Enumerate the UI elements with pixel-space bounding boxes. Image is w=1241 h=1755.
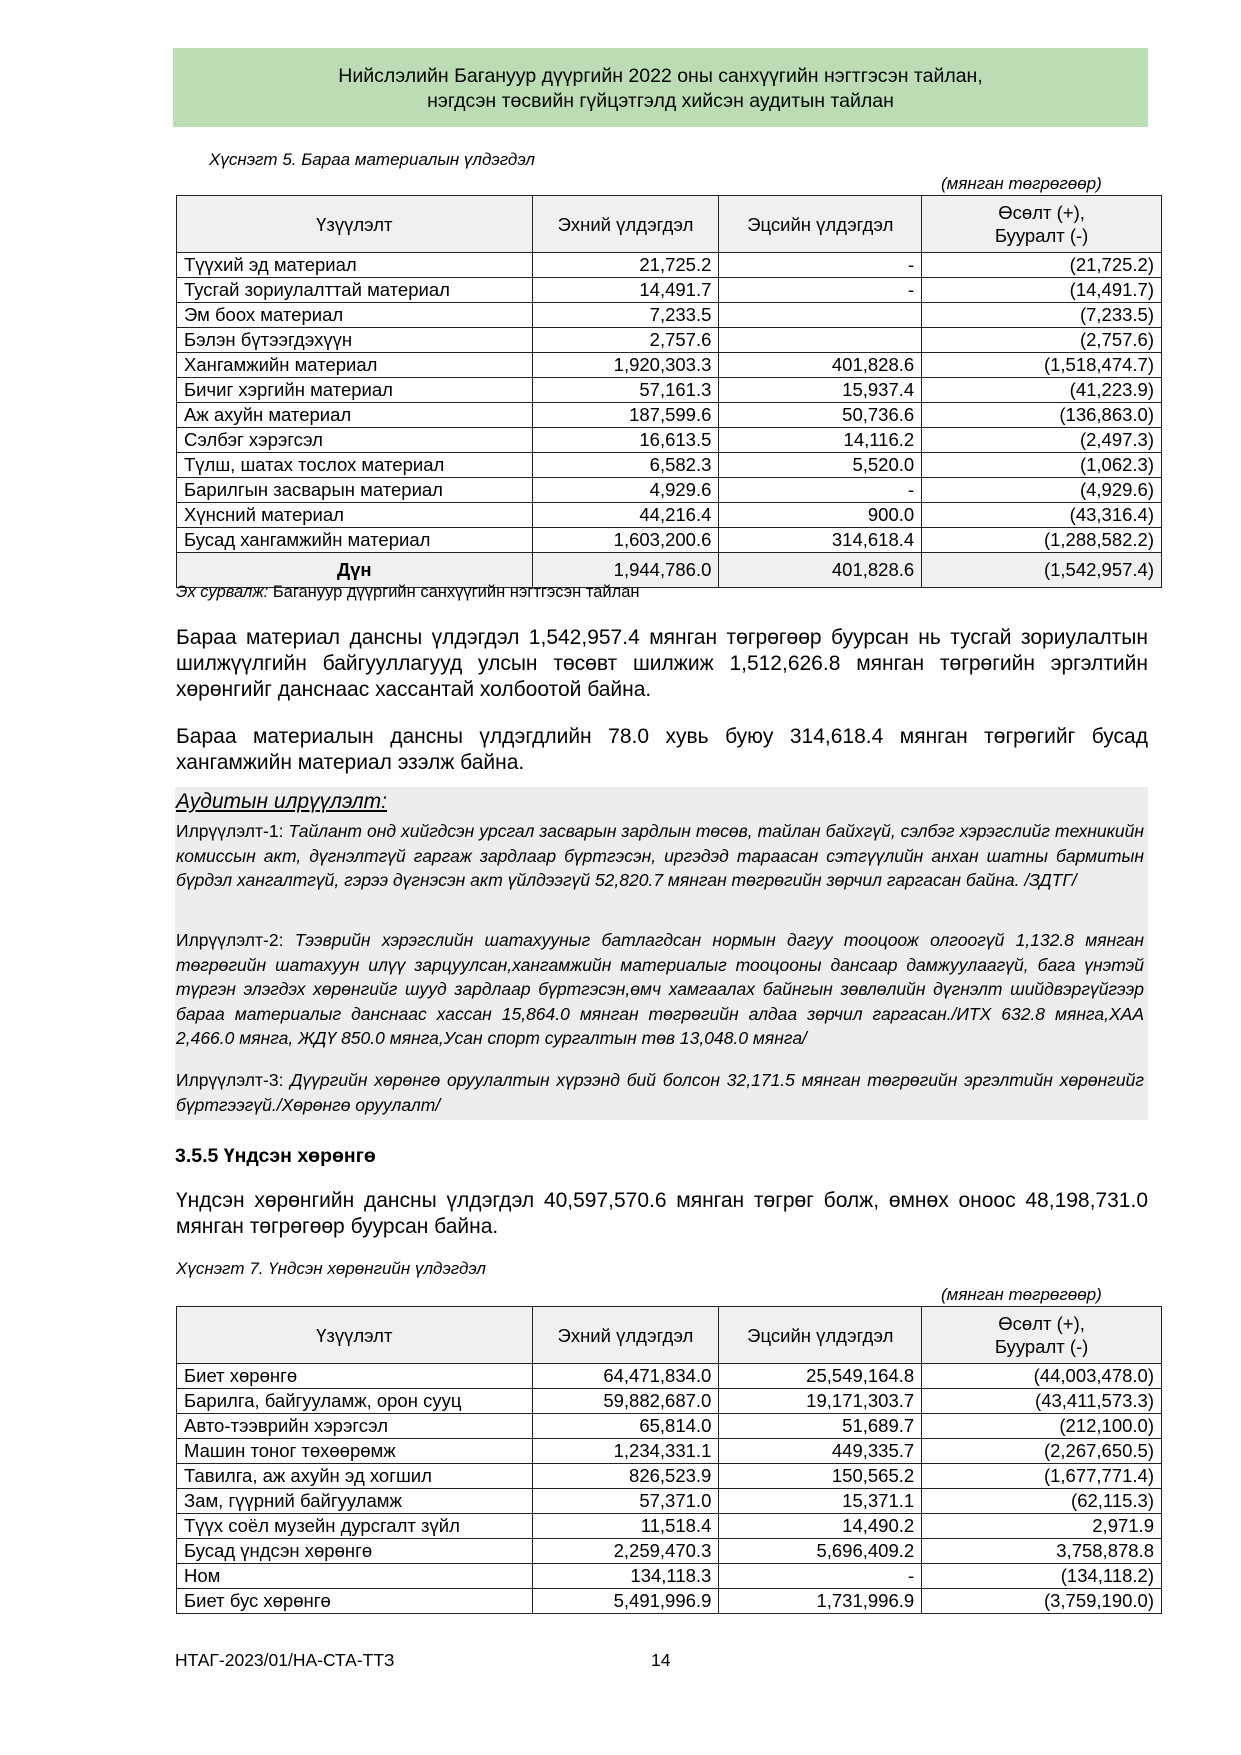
table5-caption: Хүснэгт 5. Бараа материалын үлдэгдэл: [209, 150, 535, 169]
cell-opening: 826,523.9: [532, 1464, 719, 1489]
cell-opening: 11,518.4: [532, 1514, 719, 1539]
finding-label: Илрүүлэлт-1:: [176, 821, 284, 841]
finding-label: Илрүүлэлт-2:: [176, 930, 284, 950]
cell-change: (1,062.3): [922, 453, 1162, 478]
page-number: 14: [651, 1650, 671, 1670]
cell-change: (1,677,771.4): [922, 1464, 1162, 1489]
cell-indicator: Барилгын засварын материал: [177, 478, 533, 503]
table5-unit-note: (мянган төгрөгөөр): [941, 174, 1102, 193]
finding-text: Тайлант онд хийгдсэн урсгал засварын зардлын төсөв, тайлан байхгүй, сэлбэг хэрэгслийг техникийн комиссын акт, дүгнэлтгүй гаргаж зардлаар бүртгэсэн, иргэдэд тараасан сэтгүүлийн анхан шатны бармитын бүрдэл хангалтгүй, гэрээ дүгнэсэн акт үйлдээгүй 52,820.7 мянган төгрөгийн зөрчил гаргасан байна. /ЗДТГ/: [176, 821, 1144, 890]
cell-closing: [719, 303, 922, 328]
col-header-change-increase: Өсөлт (+),: [998, 1313, 1085, 1334]
cell-indicator: Бичиг хэргийн материал: [177, 378, 533, 403]
cell-indicator: Биет хөрөнгө: [177, 1364, 533, 1389]
table-row: [177, 503, 1162, 528]
table-row: [177, 453, 1162, 478]
cell-indicator: Хүнсний материал: [177, 503, 533, 528]
table-row: [177, 1589, 1162, 1614]
cell-change: (21,725.2): [922, 253, 1162, 278]
audit-findings-title: Аудитын илрүүлэлт:: [176, 790, 387, 813]
report-title-line-2: нэгдсэн төсвийн гүйцэтгэлд хийсэн аудитын тайлан: [427, 90, 894, 112]
table-header-row: [177, 1307, 1162, 1364]
cell-indicator: Тусгай зориулалттай материал: [177, 278, 533, 303]
cell-closing: 25,549,164.8: [719, 1364, 922, 1389]
cell-opening: 44,216.4: [532, 503, 719, 528]
table-row: [177, 1364, 1162, 1389]
paragraph-inventory-decrease: Бараа материал дансны үлдэгдэл 1,542,957.4 мянган төгрөгөөр буурсан нь тусгай зориулалтын шилжүүлгийн байгууллагууд улсын төсөвт шилжиж 1,512,626.8 мянган төгрөгийн эргэлтийн хөрөнгийг данснаас хассантай холбоотой байна.: [176, 626, 1148, 701]
cell-opening: 65,814.0: [532, 1414, 719, 1439]
cell-closing: 150,565.2: [719, 1464, 922, 1489]
cell-opening: 187,599.6: [532, 403, 719, 428]
table-row: [177, 1439, 1162, 1464]
col-header-change-increase: Өсөлт (+),: [998, 202, 1085, 223]
cell-change: (7,233.5): [922, 303, 1162, 328]
table7-unit-note: (мянган төгрөгөөр): [941, 1285, 1102, 1304]
table-row: [177, 1564, 1162, 1589]
cell-closing: [719, 328, 922, 353]
cell-closing: 401,828.6: [719, 353, 922, 378]
cell-closing: 51,689.7: [719, 1414, 922, 1439]
table-row: [177, 303, 1162, 328]
cell-opening: 14,491.7: [532, 278, 719, 303]
cell-indicator: Түлш, шатах тослох материал: [177, 453, 533, 478]
source-label: Эх сурвалж:: [176, 583, 269, 601]
cell-indicator: Сэлбэг хэрэгсэл: [177, 428, 533, 453]
finding-3: [176, 1068, 1144, 1117]
table-row: [177, 478, 1162, 503]
col-header-change: [922, 1307, 1162, 1364]
cell-indicator: Машин тоног төхөөрөмж: [177, 1439, 533, 1464]
table7-caption: Хүснэгт 7. Үндсэн хөрөнгийн үлдэгдэл: [176, 1259, 486, 1278]
cell-closing: 900.0: [719, 503, 922, 528]
cell-change: (2,497.3): [922, 428, 1162, 453]
col-header-change-decrease: Бууралт (-): [994, 1336, 1089, 1357]
cell-opening: 2,757.6: [532, 328, 719, 353]
document-code: НТАГ-2023/01/НА-СТА-ТТЗ: [175, 1650, 395, 1670]
cell-closing: -: [719, 253, 922, 278]
cell-indicator: Бэлэн бүтээгдэхүүн: [177, 328, 533, 353]
cell-closing: 449,335.7: [719, 1439, 922, 1464]
total-cell-change: (1,542,957.4): [922, 553, 1162, 588]
col-header-change: [922, 196, 1162, 253]
cell-change: (1,288,582.2): [922, 528, 1162, 553]
cell-closing: -: [719, 278, 922, 303]
cell-change: (44,003,478.0): [922, 1364, 1162, 1389]
cell-indicator: Бусад хангамжийн материал: [177, 528, 533, 553]
table-row: [177, 278, 1162, 303]
inventory-table: [176, 195, 1162, 588]
cell-opening: 64,471,834.0: [532, 1364, 719, 1389]
cell-closing: 14,490.2: [719, 1514, 922, 1539]
cell-opening: 5,491,996.9: [532, 1589, 719, 1614]
table-row: [177, 1389, 1162, 1414]
cell-indicator: Бусад үндсэн хөрөнгө: [177, 1539, 533, 1564]
cell-indicator: Түүх соёл музейн дурсгалт зүйл: [177, 1514, 533, 1539]
total-cell-indicator: Дүн: [177, 553, 533, 588]
cell-indicator: Барилга, байгууламж, орон сууц: [177, 1389, 533, 1414]
table-row: [177, 428, 1162, 453]
finding-2: [176, 928, 1144, 1051]
cell-change: (62,115.3): [922, 1489, 1162, 1514]
cell-closing: 19,171,303.7: [719, 1389, 922, 1414]
total-cell-closing: 401,828.6: [719, 553, 922, 588]
cell-closing: 314,618.4: [719, 528, 922, 553]
cell-opening: 16,613.5: [532, 428, 719, 453]
finding-1: [176, 819, 1144, 893]
cell-opening: 1,920,303.3: [532, 353, 719, 378]
cell-indicator: Авто-тээврийн хэрэгсэл: [177, 1414, 533, 1439]
cell-indicator: Тавилга, аж ахуйн эд хогшил: [177, 1464, 533, 1489]
table-row: [177, 253, 1162, 278]
cell-change: (1,518,474.7): [922, 353, 1162, 378]
cell-closing: -: [719, 478, 922, 503]
cell-indicator: Ном: [177, 1564, 533, 1589]
cell-change: (43,411,573.3): [922, 1389, 1162, 1414]
paragraph-fixed-assets: Үндсэн хөрөнгийн дансны үлдэгдэл 40,597,570.6 мянган төгрөг болж, өмнөх оноос 48,198,731.0 мянган төгрөгөөр буурсан байна.: [176, 1189, 1148, 1238]
cell-change: (2,267,650.5): [922, 1439, 1162, 1464]
cell-closing: 15,371.1: [719, 1489, 922, 1514]
cell-change: (3,759,190.0): [922, 1589, 1162, 1614]
col-header-closing: Эцсийн үлдэгдэл: [719, 196, 922, 253]
cell-opening: 21,725.2: [532, 253, 719, 278]
cell-closing: 14,116.2: [719, 428, 922, 453]
table-row: [177, 353, 1162, 378]
cell-opening: 57,161.3: [532, 378, 719, 403]
cell-opening: 1,603,200.6: [532, 528, 719, 553]
source-text: Багануур дүүргийн санхүүгийн нэгтгэсэн тайлан: [268, 583, 640, 601]
table-row: [177, 1464, 1162, 1489]
cell-indicator: Биет бус хөрөнгө: [177, 1589, 533, 1614]
cell-change: (41,223.9): [922, 378, 1162, 403]
cell-indicator: Аж ахуйн материал: [177, 403, 533, 428]
cell-opening: 59,882,687.0: [532, 1389, 719, 1414]
table-row: [177, 528, 1162, 553]
report-title-line-1: Нийслэлийн Багануур дүүргийн 2022 оны санхүүгийн нэгтгэсэн тайлан,: [338, 65, 983, 87]
table-row: [177, 1514, 1162, 1539]
finding-text: Дүүргийн хөрөнгө оруулалтын хүрээнд бий болсон 32,171.5 мянган төгрөгийн эргэлтийн хөрөнгийг бүртгээгүй./Хөрөнгө оруулалт/: [176, 1070, 1144, 1115]
col-header-closing: Эцсийн үлдэгдэл: [719, 1307, 922, 1364]
cell-change: (43,316.4): [922, 503, 1162, 528]
cell-closing: -: [719, 1564, 922, 1589]
paragraph-inventory-share: Бараа материалын дансны үлдэгдлийн 78.0 хувь буюу 314,618.4 мянган төгрөгийг бусад хангамжийн материал эзэлж байна.: [176, 725, 1148, 774]
report-header: [173, 48, 1148, 127]
cell-indicator: Түүхий эд материал: [177, 253, 533, 278]
cell-change: (14,491.7): [922, 278, 1162, 303]
cell-change: 3,758,878.8: [922, 1539, 1162, 1564]
col-header-opening: Эхний үлдэгдэл: [532, 1307, 719, 1364]
cell-indicator: Эм боох материал: [177, 303, 533, 328]
table-row: [177, 403, 1162, 428]
table-row: [177, 1414, 1162, 1439]
cell-change: (2,757.6): [922, 328, 1162, 353]
cell-closing: 15,937.4: [719, 378, 922, 403]
cell-change: 2,971.9: [922, 1514, 1162, 1539]
cell-indicator: Зам, гүүрний байгууламж: [177, 1489, 533, 1514]
cell-opening: 57,371.0: [532, 1489, 719, 1514]
cell-closing: 5,520.0: [719, 453, 922, 478]
cell-change: (134,118.2): [922, 1564, 1162, 1589]
cell-opening: 6,582.3: [532, 453, 719, 478]
col-header-opening: Эхний үлдэгдэл: [532, 196, 719, 253]
table5-source: [176, 583, 640, 602]
cell-closing: 50,736.6: [719, 403, 922, 428]
total-cell-opening: 1,944,786.0: [532, 553, 719, 588]
cell-opening: 134,118.3: [532, 1564, 719, 1589]
col-header-indicator: Үзүүлэлт: [177, 1307, 533, 1364]
cell-opening: 4,929.6: [532, 478, 719, 503]
table-row: [177, 1539, 1162, 1564]
cell-opening: 1,234,331.1: [532, 1439, 719, 1464]
cell-opening: 7,233.5: [532, 303, 719, 328]
finding-text: Тээврийн хэрэгслийн шатахууныг батлагдсан нормын дагуу тооцоож олгоогүй 1,132.8 мянган төгрөгийн шатахуун илүү зарцуулсан,хангамжийн материалыг тооцооны дансаар дамжуулаагүй, бага үнэтэй түргэн элэгдэх хөрөнгийг шууд зардлаар бүртгэсэн,өмч хамгаалах байнгын зөвлөлийн дүгнэлт шийдвэргүйгээр бараа материалыг данснаас хассан 15,864.0 мянган төгрөгийн алдаа зөрчил гаргасан./ИТХ 632.8 мянга,ХАА 2,466.0 мянга, ЖДҮ 850.0 мянга,Усан спорт сургалтын төв 13,048.0 мянга/: [176, 930, 1144, 1048]
cell-closing: 1,731,996.9: [719, 1589, 922, 1614]
col-header-indicator: Үзүүлэлт: [177, 196, 533, 253]
cell-opening: 2,259,470.3: [532, 1539, 719, 1564]
cell-change: (4,929.6): [922, 478, 1162, 503]
finding-label: Илрүүлэлт-3:: [176, 1070, 284, 1090]
col-header-change-decrease: Бууралт (-): [994, 225, 1089, 246]
table-row: [177, 1489, 1162, 1514]
cell-closing: 5,696,409.2: [719, 1539, 922, 1564]
table-row: [177, 378, 1162, 403]
audit-findings-box: [175, 787, 1148, 1120]
table-row: [177, 328, 1162, 353]
cell-indicator: Хангамжийн материал: [177, 353, 533, 378]
cell-change: (136,863.0): [922, 403, 1162, 428]
fixed-assets-table: [176, 1306, 1162, 1614]
table-header-row: [177, 196, 1162, 253]
cell-change: (212,100.0): [922, 1414, 1162, 1439]
section-heading: 3.5.5 Үндсэн хөрөнгө: [175, 1145, 376, 1167]
